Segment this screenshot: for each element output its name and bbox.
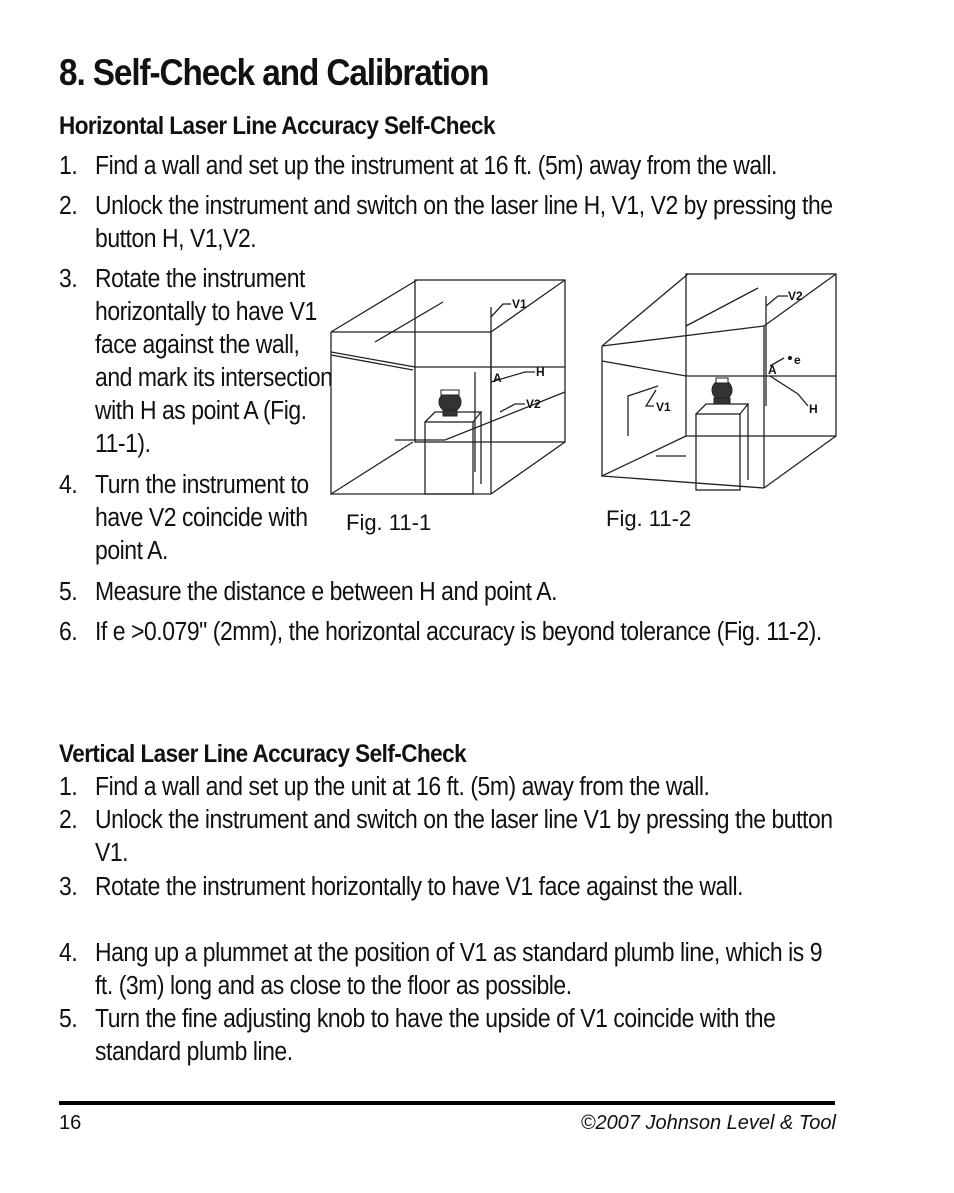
list-item: [59, 190, 835, 256]
h-laser-line: [602, 361, 836, 376]
list-item: [59, 616, 835, 649]
edge: [331, 332, 413, 494]
label-h: H: [809, 402, 818, 416]
step-number: 5.: [59, 1005, 78, 1033]
step-number: 5.: [59, 578, 78, 606]
edge: [491, 280, 565, 332]
list-item: [59, 263, 336, 461]
step-text: Measure the distance e between H and point A.: [95, 578, 558, 606]
label-e: e: [794, 353, 801, 367]
list-item: [59, 469, 320, 568]
laser-instrument-icon: [712, 378, 732, 404]
step-text: Hang up a plummet at the position of V1 as standard plumb line, which is 9 ft. (3m) long and as close to the floor as possible.: [95, 939, 823, 1000]
list-item: [59, 804, 835, 870]
stand-box: [425, 422, 473, 494]
label-v2: V2: [788, 289, 803, 303]
page-number: 16: [59, 1112, 82, 1134]
v2-laser-line: [686, 288, 758, 326]
step-text: Rotate the instrument horizontally to have V1 face against the wall.: [95, 873, 744, 901]
edge: [602, 326, 764, 346]
figure-caption-11-2: Fig. 11-2: [606, 506, 692, 531]
label-a: A: [493, 371, 502, 385]
figure-caption-11-1: Fig. 11-1: [346, 510, 432, 535]
step-number: 3.: [59, 873, 78, 901]
label-h: H: [536, 365, 545, 379]
edge: [602, 274, 688, 346]
list-item: [59, 150, 835, 183]
footer-rule: [59, 1101, 835, 1105]
copyright: ©2007 Johnson Level & Tool: [580, 1112, 836, 1134]
stand-box: [696, 414, 740, 490]
leader-v2: [500, 404, 525, 412]
step-number: 4.: [59, 471, 78, 499]
figure-11-1: [325, 272, 575, 504]
step-number: 1.: [59, 152, 78, 180]
leader-v1: [491, 304, 511, 317]
list-item: [59, 871, 835, 904]
h-laser-line: [331, 352, 565, 367]
step-number: 4.: [59, 939, 78, 967]
step-number: 6.: [59, 618, 78, 646]
stand-top: [696, 404, 748, 414]
step-text: Rotate the instrument horizontally to have V1 face against the wall, and mark its intersection with H as point A (Fig. 11-1).: [95, 265, 333, 458]
back-wall: [415, 280, 565, 442]
step-text: If e >0.079" (2mm), the horizontal accuracy is beyond tolerance (Fig. 11-2).: [95, 618, 822, 646]
list-item: [59, 937, 835, 1003]
step-text: Find a wall and set up the instrument at 16 ft. (5m) away from the wall.: [95, 152, 777, 180]
label-v2: V2: [526, 397, 541, 411]
edge: [491, 442, 565, 494]
figure-11-2: [598, 266, 844, 496]
list-item: [59, 1003, 835, 1069]
leader-v1: [646, 390, 656, 406]
step-number: 2.: [59, 806, 78, 834]
step-text: Turn the fine adjusting knob to have the upside of V1 coincide with the standard plumb line.: [95, 1005, 776, 1066]
section-heading-vertical: Vertical Laser Line Accuracy Self-Check: [59, 740, 467, 768]
leader-h: [770, 376, 808, 406]
step-number: 2.: [59, 192, 78, 220]
edge: [764, 436, 836, 488]
h-laser-line: [331, 355, 413, 370]
step-number: 3.: [59, 265, 78, 293]
page-title: 8. Self-Check and Calibration: [59, 52, 489, 93]
step-text: Find a wall and set up the unit at 16 ft. (5m) away from the wall.: [95, 773, 710, 801]
step-number: 1.: [59, 773, 78, 801]
v1-laser-line: [375, 302, 443, 342]
leader-v2: [766, 296, 788, 306]
step-text: Turn the instrument to have V2 coincide with point A.: [95, 471, 309, 565]
step-text: Unlock the instrument and switch on the laser line V1 by pressing the button V1.: [95, 806, 833, 867]
list-item: [59, 576, 835, 609]
label-v1: V1: [656, 400, 671, 414]
label-v1: V1: [512, 297, 527, 311]
section-heading-horizontal: Horizontal Laser Line Accuracy Self-Check: [59, 112, 495, 140]
list-item: [59, 771, 835, 804]
label-a: A: [768, 363, 777, 377]
step-text: Unlock the instrument and switch on the laser line H, V1, V2 by pressing the button H, V1,V2.: [95, 192, 833, 253]
point-e: [788, 356, 792, 360]
